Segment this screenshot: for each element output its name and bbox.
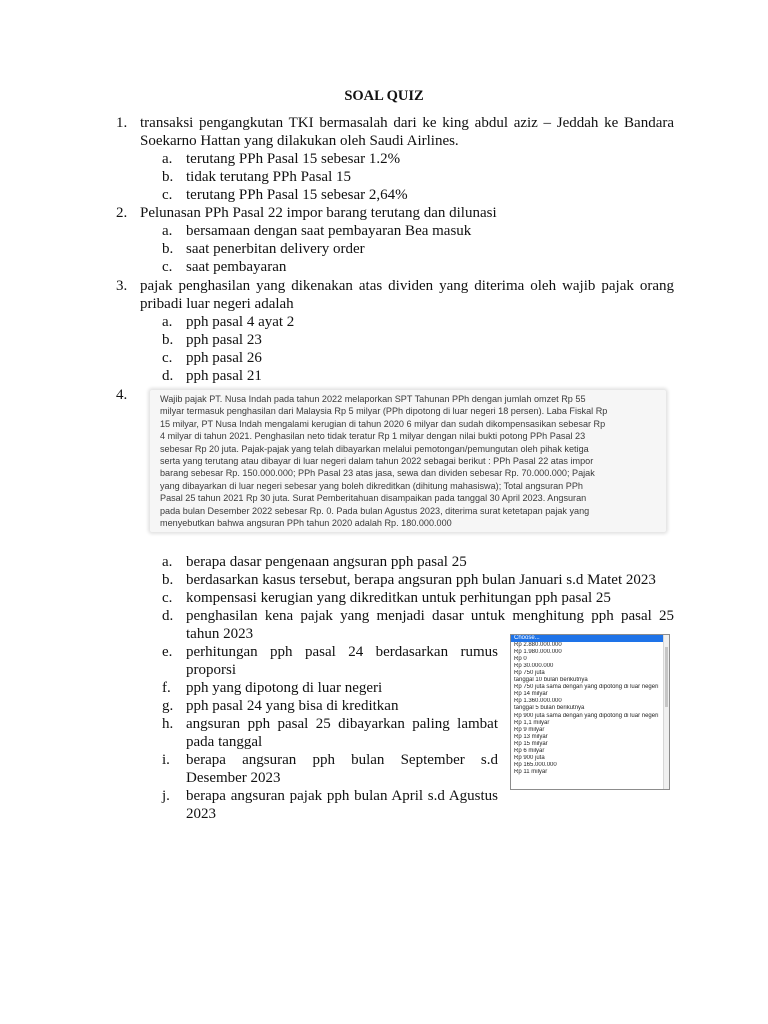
dropdown-option[interactable]: Rp 165.000.000 [514,761,557,768]
dropdown-option[interactable]: Rp 14 milyar [514,691,548,698]
passage-line: serta yang terutang atau dibayar di luar negeri dalam tahun 2022 sebagai berikut : PPh Pasal 22 atas impor [160,456,594,467]
dropdown-option[interactable]: Rp 2.880.000.000 [514,642,562,649]
option-item [162,168,674,186]
question-number: 3. [116,278,128,294]
question-text: pajak penghasilan yang dikenakan atas dividen yang diterima oleh wajib pajak orang pribadi luar negeri adalah [140,278,674,312]
option-item [162,258,674,276]
passage-line: sebesar Rp 20 juta. Pajak-pajak yang telah dibayarkan melalui pemotongan/pemungutan oleh pihak ketiga [160,443,589,454]
option-letter: a. [162,314,173,330]
passage-line: pada bulan Desember 2022 sebesar Rp. 0. Pada bulan Agustus 2023, diterima surat ketetapan pajak yang [160,505,590,516]
dropdown-option[interactable]: Rp 1.980.000.000 [514,649,562,656]
option-item [162,331,674,349]
option-text: pph pasal 23 [186,332,262,348]
option-text: bersamaan dengan saat pembayaran Bea masuk [186,223,472,239]
dropdown-option[interactable]: tanggal 5 bulan berikutnya [514,705,585,712]
option-item [162,553,674,571]
option-text: terutang PPh Pasal 15 sebesar 1.2% [186,151,401,167]
option-letter: b. [162,572,174,588]
dropdown-option[interactable]: Rp 0 [514,656,527,663]
option-letter: a. [162,554,173,570]
option-letter: c. [162,187,173,203]
passage-line: barang sebesar Rp. 150.000.000; PPh Pasal 23 atas jasa, sewa dan dividen sebesar Rp. 70.000.000; Pajak [160,468,595,479]
option-text: perhitungan pph pasal 24 berdasarkan rumus proporsi [186,644,498,678]
option-text: berapa angsuran pph bulan September s.d Desember 2023 [186,752,498,786]
question-1-options [162,150,674,204]
option-text: berapa dasar pengenaan angsuran pph pasal 25 [186,554,467,570]
dropdown-option[interactable]: Rp 6 milyar [514,747,545,754]
option-text: pph pasal 26 [186,350,262,366]
passage-line: menyebutkan bahwa angsuran PPh tahun 2020 adalah Rp. 180.000.000 [160,518,452,529]
option-text: pph pasal 4 ayat 2 [186,314,295,330]
option-letter: b. [162,169,174,185]
option-item [162,222,674,240]
question-text: Pelunasan PPh Pasal 22 impor barang terutang dan dilunasi [140,205,497,221]
option-letter: f. [162,680,171,696]
option-text: angsuran pph pasal 25 dibayarkan paling lambat pada tanggal [186,716,498,750]
dropdown-option[interactable]: Rp 750 juta sama dengan yang dipotong di luar negeri [514,684,659,691]
option-text: kompensasi kerugian yang dikreditkan untuk perhitungan pph pasal 25 [186,590,611,606]
question-number: 2. [116,205,128,221]
passage-line: yang dibayarkan di luar negeri sebesar yang boleh dikreditkan (dihitung mahasiswa); Total angsuran PPh [160,480,583,491]
dropdown-option[interactable]: Choose... [511,635,663,642]
option-text: pph pasal 24 yang bisa di kreditkan [186,698,399,714]
dropdown-option[interactable]: Rp 9 milyar [514,726,545,733]
option-item [162,589,674,607]
dropdown-options [511,635,663,776]
option-item [162,571,674,589]
dropdown-option[interactable]: Rp 11 milyar [514,768,548,775]
option-item [162,240,674,258]
option-letter: c. [162,590,173,606]
dropdown-option[interactable]: Rp 30.000.000 [514,663,554,670]
question-number: 4. [116,387,128,403]
option-letter: j. [162,788,170,804]
question-3 [116,277,674,313]
option-text: pph pasal 21 [186,368,262,384]
dropdown-option[interactable]: Rp 900 juta sama dengan yang dipotong di luar negeri [514,712,659,719]
passage-line: 15 milyar, PT Nusa Indah mengalami kerugian di tahun 2020 6 milyar dan sudah dikompensasikan sebesar Rp [160,418,606,429]
dropdown-option[interactable]: Rp 900 juta [514,754,545,761]
passage-line: 4 milyar di tahun 2021. Penghasilan neto tidak teratur Rp 1 milyar dengan nilai bukti potong PPh Pasal 23 [160,431,586,442]
dropdown-option[interactable]: Rp 1.360.000.000 [514,698,562,705]
option-item [162,150,674,168]
option-item [162,186,674,204]
question-2 [116,204,674,222]
option-item [162,367,674,385]
scrollbar-thumb[interactable] [665,647,668,707]
question-3-options [162,313,674,385]
passage-line: Wajib pajak PT. Nusa Indah pada tahun 2022 melaporkan SPT Tahunan PPh dengan jumlah omzet Rp 55 [160,394,586,404]
option-letter: c. [162,259,173,275]
option-text: terutang PPh Pasal 15 sebesar 2,64% [186,187,408,203]
option-text: berdasarkan kasus tersebut, berapa angsuran pph bulan Januari s.d Matet 2023 [186,572,656,588]
dropdown-option[interactable]: tanggal 10 bulan berikutnya [514,677,588,684]
option-letter: g. [162,698,174,714]
question-4-options-top [162,553,674,643]
option-letter: d. [162,608,174,624]
passage-line: Pasal 25 tahun 2021 Rp 30 juta. Surat Pemberitahuan disampaikan pada tanggal 30 April 2023. Angsuran [160,493,587,504]
question-2-options [162,222,674,276]
dropdown-scrollbar[interactable] [663,635,669,789]
option-text: berapa angsuran pajak pph bulan April s.d Agustus 2023 [186,788,498,822]
question-1 [116,114,674,150]
option-letter: c. [162,350,173,366]
option-letter: d. [162,368,174,384]
option-letter: h. [162,716,174,732]
option-item [162,787,674,823]
option-text: saat penerbitan delivery order [186,241,365,257]
answer-dropdown-list[interactable] [510,634,670,790]
question-number: 1. [116,115,128,131]
option-text: pph yang dipotong di luar negeri [186,680,383,696]
dropdown-option[interactable]: Rp 1,1 milyar [514,719,550,726]
option-letter: a. [162,151,173,167]
option-letter: i. [162,752,170,768]
dropdown-option[interactable]: Rp 13 milyar [514,733,548,740]
dropdown-option[interactable]: Rp 750 juta [514,670,545,677]
option-text: penghasilan kena pajak yang menjadi dasar untuk menghitung pph pasal 25 tahun 2023 [186,608,674,642]
option-letter: b. [162,241,174,257]
dropdown-option[interactable]: Rp 15 milyar [514,740,548,747]
passage-line: milyar termasuk penghasilan dari Malaysia Rp 5 milyar (PPh dipotong di luar negeri 18 persen). Laba Fiskal Rp [160,406,608,417]
option-text: saat pembayaran [186,259,287,275]
option-letter: a. [162,223,173,239]
case-passage-image [150,390,666,532]
option-item [162,349,674,367]
option-text: tidak terutang PPh Pasal 15 [186,169,351,185]
option-letter: e. [162,644,173,660]
option-letter: b. [162,332,174,348]
question-text: transaksi pengangkutan TKI bermasalah dari ke king abdul aziz – Jeddah ke Bandara Soekarno Hattan yang dilakukan oleh Saudi Airlines. [140,115,674,149]
option-item [162,313,674,331]
page-title: SOAL QUIZ [344,88,424,104]
